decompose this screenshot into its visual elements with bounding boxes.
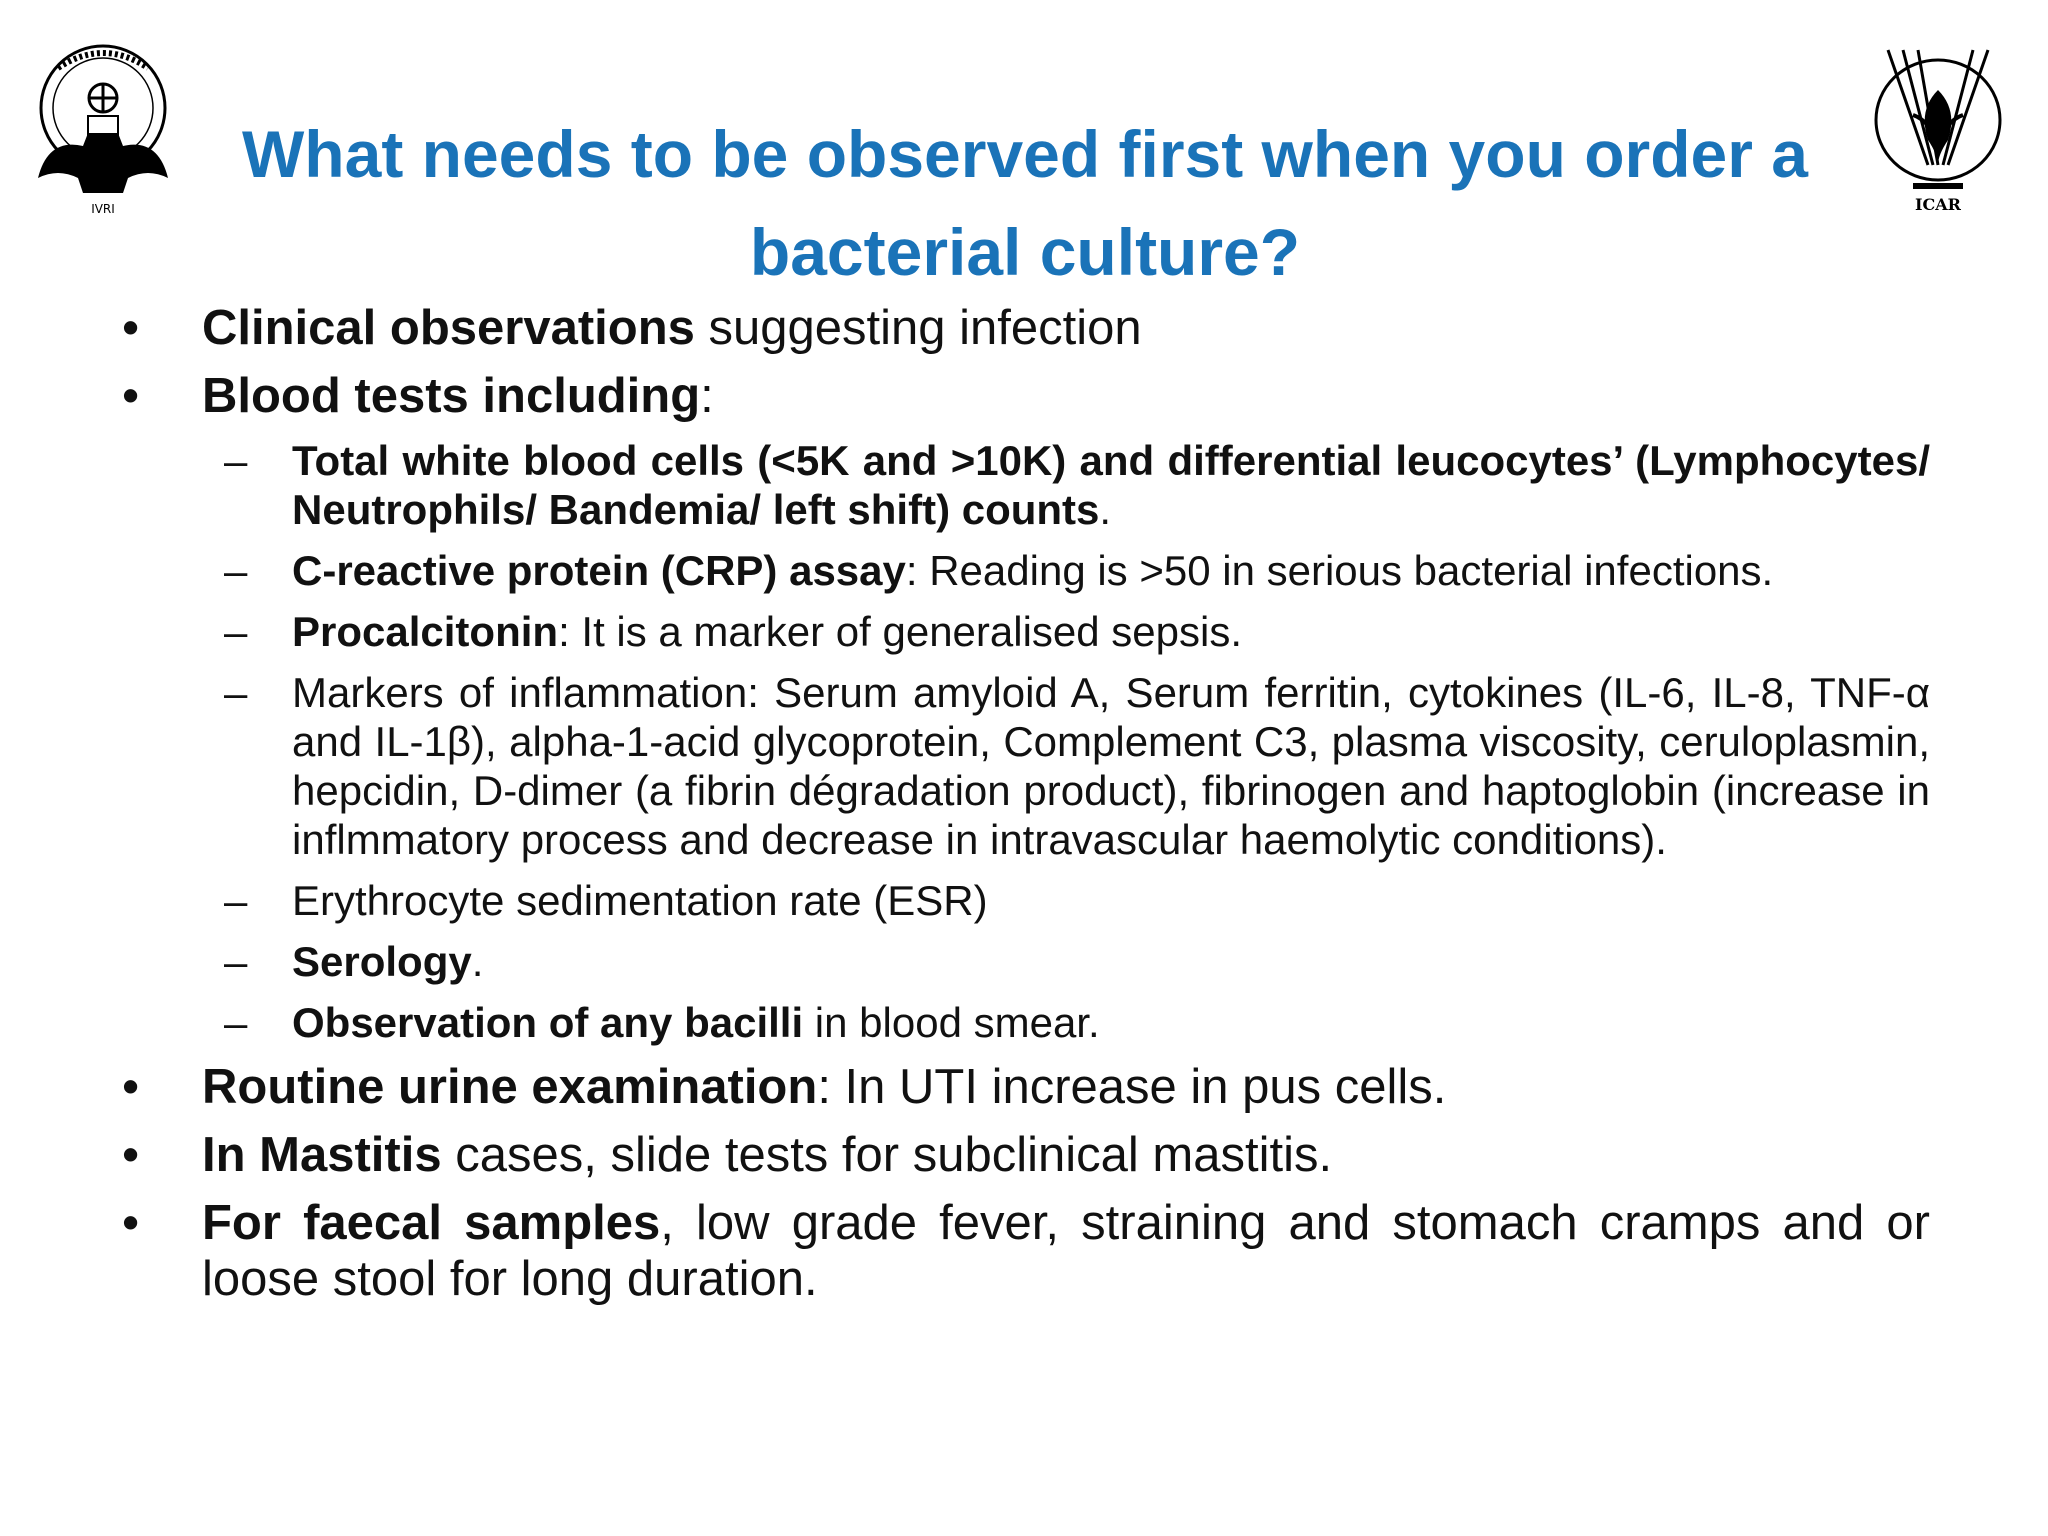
sub-list-item <box>120 668 1930 864</box>
sub-text: : Reading is >50 in serious bacterial infections. <box>905 547 1774 594</box>
icar-wheat-emblem-icon <box>1858 45 2018 220</box>
bullet-marker: • <box>122 301 140 355</box>
bullet-list <box>120 300 1930 1319</box>
bullet-text: , low grade fever, straining and stomach cramps and or loose stool for long duration. <box>202 1196 1930 1306</box>
list-item <box>120 368 1930 424</box>
dash-marker: – <box>224 669 248 716</box>
sub-list-item <box>120 998 1930 1047</box>
sub-text: : It is a marker of generalised sepsis. <box>558 608 1243 655</box>
bullet-text: : <box>700 369 714 423</box>
bullet-marker: • <box>122 369 140 423</box>
bullet-marker: • <box>122 1060 140 1114</box>
sub-bold-text: Total white blood cells (<5K and >10K) and differential leucocytes’ (Lymphocytes/ Neutrophils/ Bandemia/ left shift) counts <box>292 437 1930 533</box>
bullet-bold-text: Routine urine examination <box>202 1060 818 1114</box>
dash-marker: – <box>224 877 248 924</box>
svg-text:IVRI: IVRI <box>91 202 115 216</box>
sub-text: Erythrocyte sedimentation rate (ESR) <box>292 877 988 924</box>
sub-bold-text: Procalcitonin <box>292 608 559 655</box>
sub-list-item <box>120 607 1930 656</box>
svg-text:ICAR: ICAR <box>1915 195 1961 214</box>
sub-list-item <box>120 546 1930 595</box>
dash-marker: – <box>224 608 248 655</box>
list-item <box>120 1127 1930 1183</box>
dash-marker: – <box>224 938 248 985</box>
list-item <box>120 1059 1930 1115</box>
ivri-emblem-icon <box>28 28 178 218</box>
bullet-bold-text: Blood tests including <box>202 369 701 423</box>
sub-bold-text: Observation of any bacilli <box>292 999 804 1046</box>
bullet-marker: • <box>122 1128 140 1182</box>
bullet-bold-text: In Mastitis <box>202 1128 442 1182</box>
list-item <box>120 300 1930 356</box>
sub-bold-text: Serology <box>292 938 472 985</box>
sub-text: in blood smear. <box>803 999 1100 1046</box>
bullet-bold-text: For faecal samples <box>202 1196 661 1250</box>
sub-list <box>120 436 1930 1047</box>
bullet-bold-text: Clinical observations <box>202 301 695 355</box>
bullet-text: suggesting infection <box>694 301 1142 355</box>
sub-text: . <box>471 938 484 985</box>
slide-title: What needs to be observed first when you order a bacterial culture? <box>242 117 1808 289</box>
sub-bold-text: C-reactive protein (CRP) assay <box>292 547 906 594</box>
sub-list-item <box>120 876 1930 925</box>
bullet-text: cases, slide tests for subclinical mastitis. <box>441 1128 1333 1182</box>
sub-list-item <box>120 436 1930 534</box>
dash-marker: – <box>224 999 248 1046</box>
sub-list-item <box>120 937 1930 986</box>
dash-marker: – <box>224 547 248 594</box>
sub-text: Markers of inflammation: Serum amyloid A, Serum ferritin, cytokines (IL-6, IL-8, TNF-α and IL-1β), alpha-1-acid glycoprotein, Complement C3, plasma viscosity, ceruloplasmin, hepcidin, D-dimer (a fibrin dégradation product), fibrinogen and haptoglobin (increase in inflmmatory process and decrease in intravascular haemolytic conditions). <box>292 669 1930 863</box>
bullet-text: : In UTI increase in pus cells. <box>817 1060 1447 1114</box>
bullet-marker: • <box>122 1196 140 1250</box>
dash-marker: – <box>224 437 248 484</box>
sub-text: . <box>1099 486 1112 533</box>
list-item <box>120 1195 1930 1307</box>
